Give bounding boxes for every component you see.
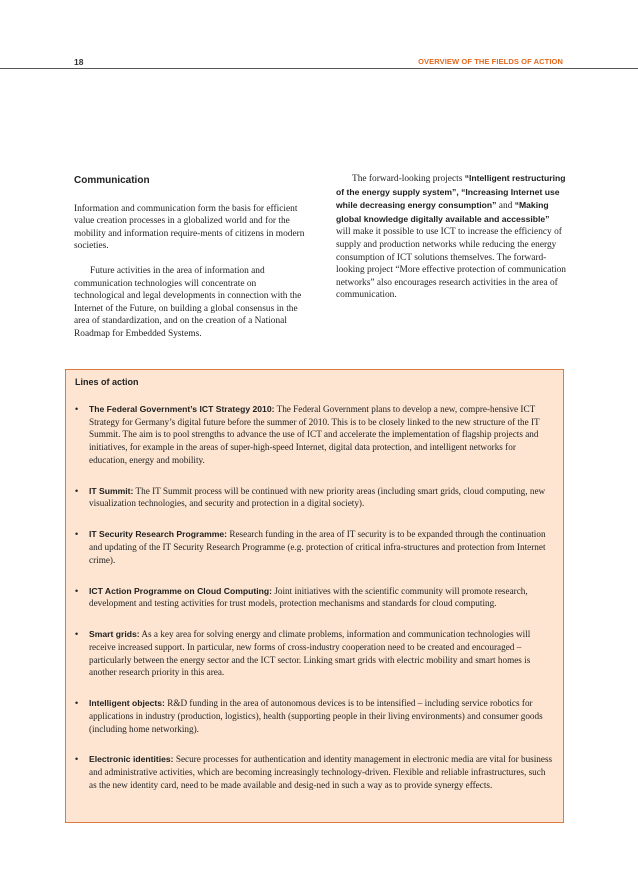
list-item xyxy=(66,585,563,610)
bullet-icon: • xyxy=(75,404,79,414)
item-lead: Smart grids: xyxy=(89,629,140,640)
item-text: R&D funding in the area of autonomous devices is to be intensified – including service robotics for applications in industry (production, logistics), health (supporting people in their living environments) and consumer goods (including home networking). xyxy=(89,698,543,734)
item-lead: IT Summit: xyxy=(89,485,134,496)
list-item xyxy=(66,485,563,510)
item-text: The IT Summit process will be continued with new priority areas (including smart grids, cloud computing, new visualization technologies, and security and protection in a digital society). xyxy=(89,485,546,509)
item-lead: IT Security Research Programme: xyxy=(89,529,228,540)
list-item xyxy=(66,697,563,735)
intro-paragraph: Information and communication form the basis for efficient value creation processes in a globalized world and for the mobility and information require-ments of citizens in modern societies. xyxy=(74,203,305,252)
forward-looking-paragraph xyxy=(336,172,566,302)
section-heading: Communication xyxy=(74,175,150,186)
lines-of-action-title: Lines of action xyxy=(75,377,139,387)
page-number: 18 xyxy=(74,57,84,67)
item-lead: Intelligent objects: xyxy=(89,698,165,709)
lines-of-action-list xyxy=(66,403,563,810)
header-divider xyxy=(0,68,638,69)
item-text: Secure processes for authentication and identity management in electronic media are vital for business and administrative activities, which are becoming increasingly technology-driven. Flexible and reliable infrastructures, such as the new identity card, need to be made available and desig-ned in such a way as to provide synergy effects. xyxy=(89,754,553,790)
item-text: The Federal Government plans to develop a new, compre-hensive ICT Strategy for Germany’s digital future before the summer of 2010. This is to be closely linked to the new structure of the IT Summit. The aim is to pool strengths to advance the use of ICT and accelerate the implementation of flagship projects and initiatives, for example in the areas of super-high-speed Internet, digital data protection, and intelligent networks for education, energy and mobility. xyxy=(89,404,540,465)
bullet-icon: • xyxy=(75,629,79,640)
item-lead: ICT Action Programme on Cloud Computing: xyxy=(89,585,273,596)
page-header xyxy=(0,0,638,66)
bullet-icon: • xyxy=(75,585,79,596)
bullet-icon: • xyxy=(75,485,79,496)
list-item xyxy=(66,403,563,467)
item-lead: Electronic identities: xyxy=(89,754,174,765)
running-section-title: OVERVIEW OF THE FIELDS OF ACTION xyxy=(418,57,563,66)
list-item xyxy=(66,753,563,791)
right-column xyxy=(336,172,566,302)
project-name-emphasis: “Making global knowledge digitally available and accessible” xyxy=(336,200,550,224)
project-name-emphasis: “Intelligent restructuring of the energy supply system”, “Increasing Internet use while decreasing energy consumption” xyxy=(336,173,566,211)
bullet-icon: • xyxy=(75,529,79,540)
future-activities-paragraph: Future activities in the area of information and communication technologies will concentrate on technological and legal developments in connection with the Internet of the Future, on building a global consensus in the area of standardization, and on the creation of a National Roadmap for Embedded Systems. xyxy=(74,265,302,339)
paragraph-text: The forward-looking projects xyxy=(352,174,465,184)
bullet-icon: • xyxy=(75,754,79,765)
list-item xyxy=(66,528,563,566)
paragraph-text: and xyxy=(496,201,515,212)
list-item xyxy=(66,628,563,679)
item-lead: The Federal Government’s ICT Strategy 2010: xyxy=(89,404,275,414)
item-text: Research funding in the area of IT security is to be expanded through the continuation and updating of the IT Security Research Programme (e.g. protection of critical infra-structures and protection from Internet crime). xyxy=(89,529,546,565)
item-text: As a key area for solving energy and climate problems, information and communication technologies will receive increased support. In particular, new forms of cross-industry cooperation need to be created and encouraged – particularly between the energy sector and the ICT sector. Linking smart grids with electric mobility and smart homes is another research priority in this area. xyxy=(89,629,531,678)
left-column xyxy=(74,172,306,341)
paragraph-text: will make it possible to use ICT to increase the efficiency of supply and production networks while reducing the energy consumption of ICT solutions themselves. The forward-looking project “More effective protection of communication networks” also encourages research activities in the area of communication. xyxy=(336,227,566,301)
bullet-icon: • xyxy=(75,698,79,709)
item-text: Joint initiatives with the scientific community will promote research, development and testing activities for trust models, protection mechanisms and standards for cloud computing. xyxy=(89,585,528,609)
lines-of-action-box xyxy=(65,369,564,823)
